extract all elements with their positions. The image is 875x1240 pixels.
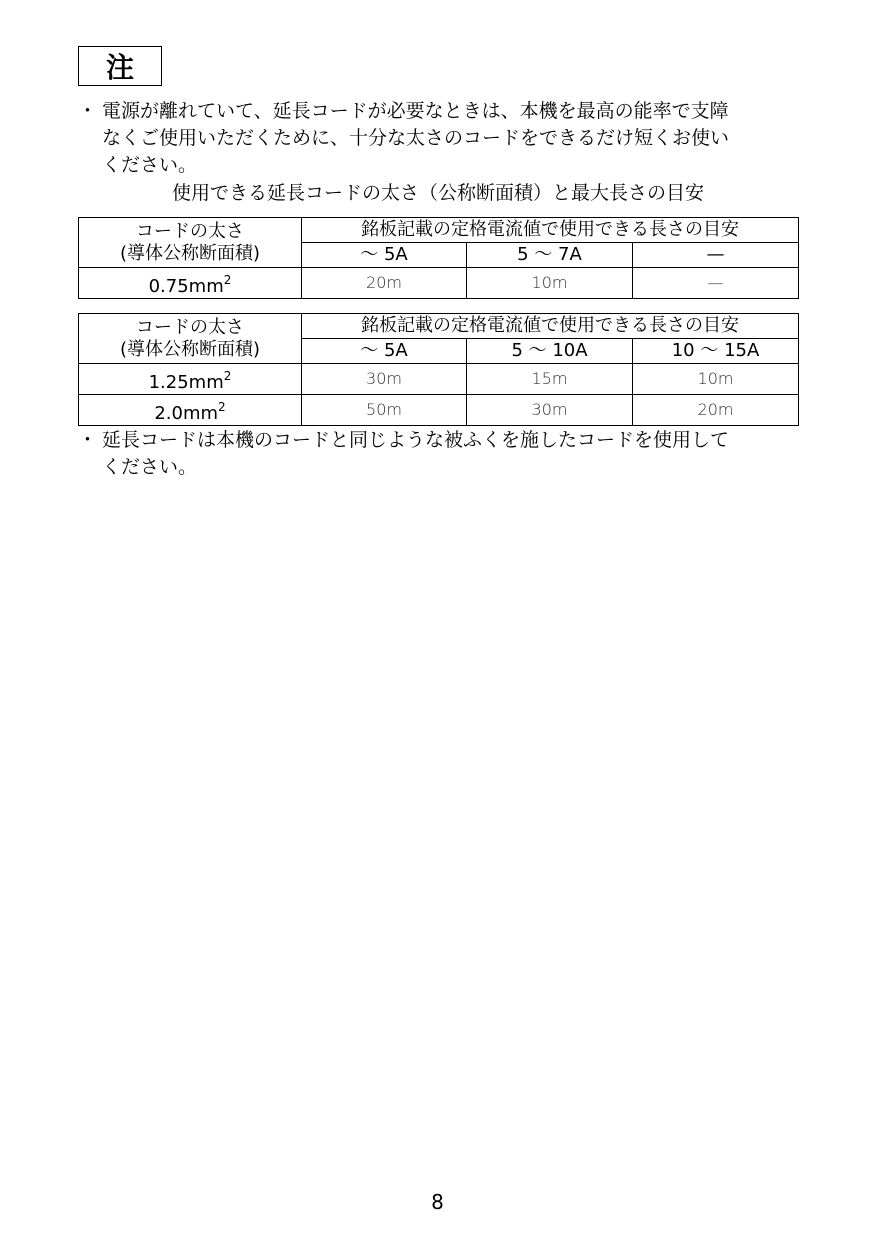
cord-size: 0.75mm bbox=[148, 275, 224, 297]
length-cell: 30m bbox=[302, 364, 467, 395]
column-group-header: 銘板記載の定格電流値で使用できる長さの目安 bbox=[302, 314, 799, 339]
cord-size-table-1 bbox=[78, 217, 799, 299]
column-header: 10 ～ 15A bbox=[633, 339, 799, 364]
row-header-cell bbox=[79, 218, 302, 268]
bullet-item-cord-covering bbox=[78, 427, 798, 481]
length-cell: 15m bbox=[467, 364, 633, 395]
length-cell: — bbox=[633, 268, 799, 299]
row-header-cell bbox=[79, 314, 302, 364]
bullet-item-extension-cord-advice bbox=[78, 98, 798, 179]
column-header: 5 ～ 7A bbox=[467, 243, 633, 268]
column-header: 5 ～ 10A bbox=[467, 339, 633, 364]
cord-size-exponent: 2 bbox=[223, 368, 232, 383]
column-header: ～ 5A bbox=[302, 339, 467, 364]
length-cell: 10m bbox=[467, 268, 633, 299]
bullet-text: 電源が離れていて、延長コードが必要なときは、本機を最高の能率で支障 なくご使用いただくために、十分な太さのコードをできるだけ短くお使い ください。 bbox=[102, 100, 730, 176]
column-group-header: 銘板記載の定格電流値で使用できる長さの目安 bbox=[302, 218, 799, 243]
length-cell: 50m bbox=[302, 395, 467, 426]
cord-size: 2.0mm bbox=[154, 402, 219, 424]
row-header-line2: (導体公称断面積) bbox=[119, 338, 261, 360]
length-cell: 30m bbox=[467, 395, 633, 426]
length-cell: 10m bbox=[633, 364, 799, 395]
row-header-line2: (導体公称断面積) bbox=[119, 242, 261, 264]
cord-size-exponent: 2 bbox=[218, 399, 226, 414]
table-caption: 使用できる延長コードの太さ（公称断面積）と最大長さの目安 bbox=[171, 182, 704, 204]
column-header: — bbox=[633, 243, 799, 268]
cord-size-table-2 bbox=[78, 313, 799, 426]
cord-size-cell bbox=[79, 268, 302, 299]
length-cell: 20m bbox=[302, 268, 467, 299]
note-label bbox=[78, 46, 162, 86]
cord-size-cell bbox=[79, 395, 302, 426]
cord-size-exponent: 2 bbox=[223, 272, 232, 287]
table-row bbox=[79, 364, 799, 395]
table-row bbox=[79, 268, 799, 299]
row-header-line1: コードの太さ bbox=[136, 220, 244, 242]
bullet-mark: ・ bbox=[78, 100, 98, 122]
column-header: ～ 5A bbox=[302, 243, 467, 268]
cord-size-cell bbox=[79, 364, 302, 395]
note-title: 注 bbox=[105, 51, 134, 84]
row-header-line1: コードの太さ bbox=[136, 316, 244, 338]
bullet-text: 延長コードは本機のコードと同じような被ふくを施したコードを使用して ください。 bbox=[102, 429, 730, 478]
cord-size: 1.25mm bbox=[148, 371, 224, 393]
page-number: 8 bbox=[431, 1190, 444, 1214]
length-cell: 20m bbox=[633, 395, 799, 426]
bullet-mark: ・ bbox=[78, 429, 98, 451]
table-row bbox=[79, 395, 799, 426]
